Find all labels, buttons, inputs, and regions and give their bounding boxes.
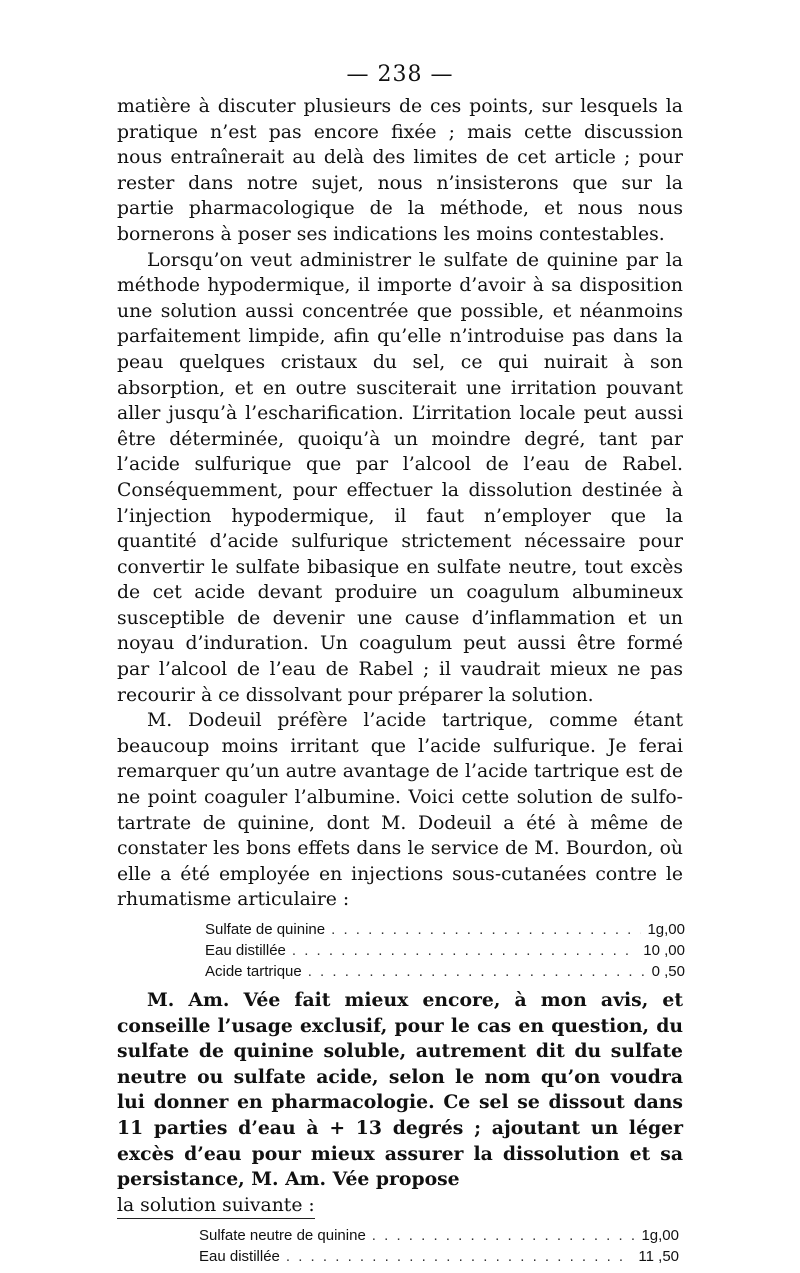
formula-row bbox=[205, 919, 685, 940]
page-body bbox=[117, 94, 683, 1273]
ingredient-amount: 10 ,00 bbox=[643, 942, 685, 959]
paragraph-3: M. Dodeuil préfère l’acide tartrique, comme étant beaucoup moins irritant que l’acide sulfurique. Je ferai remarquer qu’un autre avantage de l’acide tartrique est de ne point coaguler l’albumine. Voici cette solution de sulfo-tartrate de quinine, dont M. Dodeuil a été à même de constater les bons effets dans le service de M. Bourdon, où elle a été employée en injections sous-cutanées contre le rhumatisme articulaire : bbox=[117, 710, 683, 911]
paragraph-1: matière à discuter plusieurs de ces points, sur lesquels la pratique n’est pas encore fixée ; mais cette discussion nous entraînerait au delà des limites de cet article ; pour rester dans notre sujet, nous n’insisterons que sur la partie pharmacologique de la méthode, et nous nous bornerons à poser ses indications les moins contestables. bbox=[117, 96, 683, 245]
paragraph-2: Lorsqu’on veut administrer le sulfate de quinine par la méthode hypodermique, il importe d’avoir à sa disposition une solution aussi concentrée que possible, et néanmoins parfaitement limpide, afin qu’elle n’introduise pas dans la peau quelques cristaux du sel, ce qui nuirait à son absorption, et en outre susciterait une irritation pouvant aller jusqu’à l’escharification. L’irritation locale peut aussi être déterminée, quoiqu’à un moindre degré, tant par l’acide sulfurique que par l’alcool de l’eau de Rabel. Conséquemment, pour effectuer la dissolution destinée à l’injection hypodermique, il faut n’employer que la quantité d’acide sulfurique strictement nécessaire pour convertir le sulfate bibasique en sulfate neutre, tout excès de cet acide devant produire un coagulum albumineux susceptible de devenir une cause d’inflammation et un noyau d’induration. Un coagulum peut aussi être formé par l’alcool de l’eau de Rabel ; il vaudrait mieux ne pas recourir à ce dissolvant pour préparer la solution. bbox=[117, 249, 683, 706]
ingredient-name: Acide tartrique bbox=[205, 963, 302, 980]
ingredient-amount: 1g,00 bbox=[647, 921, 685, 938]
leader-dots bbox=[292, 940, 637, 961]
formula-row bbox=[199, 1225, 679, 1246]
formula-row bbox=[205, 940, 685, 961]
leader-dots bbox=[308, 961, 646, 982]
ingredient-name: Eau distillée bbox=[205, 942, 286, 959]
leader-dots bbox=[372, 1225, 636, 1246]
formula-row bbox=[199, 1246, 679, 1267]
page-number: — 238 — bbox=[346, 62, 454, 87]
formula-sulfo-tartrate bbox=[205, 919, 685, 982]
ingredient-name: Sulfate de quinine bbox=[205, 921, 326, 938]
ingredient-amount: 11 ,50 bbox=[638, 1248, 679, 1266]
underlined-phrase: la solution suivante : bbox=[117, 1193, 315, 1220]
formula-row bbox=[205, 961, 685, 982]
ingredient-amount: 1g,00 bbox=[641, 1227, 679, 1245]
ingredient-name: Sulfate neutre de quinine bbox=[199, 1227, 366, 1245]
paragraph-4: M. Am. Vée fait mieux encore, à mon avis, et conseille l’usage exclusif, pour le cas en question, du sulfate de quinine soluble, autrement dit du sulfate neutre ou sulfate acide, selon le nom qu’on voudra lui donner en pharmacologie. Ce sel se dissout dans 11 parties d’eau à + 13 degrés ; ajoutant un léger excès d’eau pour mieux assurer la dissolution et sa persistance, M. Am. Vée propose bbox=[117, 989, 683, 1191]
ingredient-name: Eau distillée bbox=[199, 1248, 280, 1266]
ingredient-amount: 0 ,50 bbox=[651, 963, 685, 980]
formula-vee bbox=[199, 1225, 679, 1267]
leader-dots bbox=[286, 1246, 633, 1267]
leader-dots bbox=[331, 919, 641, 940]
paragraph-4-end bbox=[117, 1193, 683, 1220]
